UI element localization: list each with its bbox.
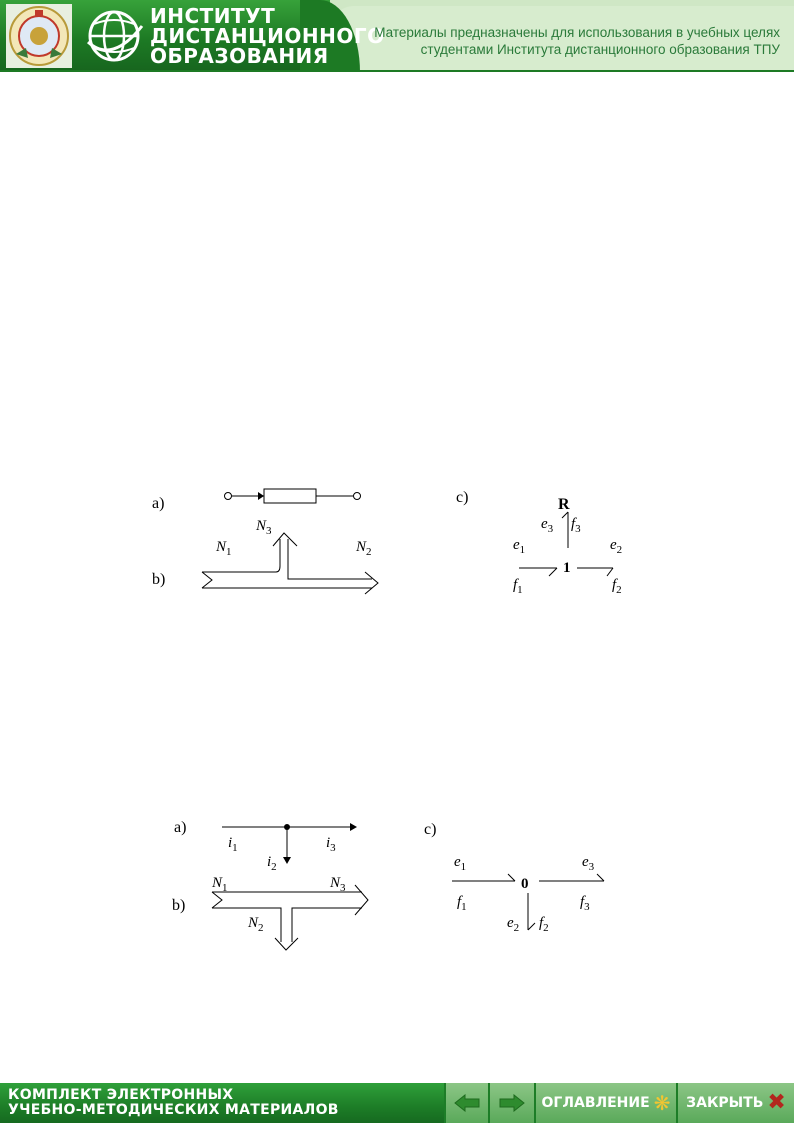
- figure2-e2-sub: 2: [513, 922, 520, 934]
- figure2-i2-sub: 2: [271, 861, 277, 873]
- svg-text:f2: [539, 915, 549, 934]
- figure2-junction-label: 0: [521, 876, 529, 892]
- figure1-e2-sub: 2: [616, 544, 623, 556]
- close-icon: ✖: [767, 1090, 786, 1115]
- figure1-n1: N: [216, 539, 227, 555]
- institute-title-line: ИНСТИТУТ: [150, 4, 276, 28]
- figure1-e3-sub: 3: [547, 523, 554, 535]
- figure1-n2: N: [356, 539, 367, 555]
- figure2-n2: N: [248, 915, 259, 931]
- figure2-f1: f: [457, 894, 462, 910]
- close-button[interactable]: [676, 1083, 794, 1123]
- forward-button[interactable]: [488, 1083, 534, 1123]
- figure2-n3: N: [330, 875, 341, 891]
- figure2-i1-sub: 1: [232, 842, 238, 854]
- figure2-f1-sub: 1: [461, 901, 467, 913]
- figure2-e1: e: [454, 854, 461, 870]
- figure2-i3: i: [326, 835, 331, 851]
- figure2-f2: f: [539, 915, 544, 931]
- current-node-diagram: [222, 823, 357, 864]
- svg-text:f3: [580, 894, 590, 913]
- figure2-label-c: c): [424, 821, 437, 838]
- figure2-n3-sub: 3: [340, 882, 346, 894]
- figure1-n2-sub: 2: [366, 546, 372, 558]
- footer-title-line: УЧЕБНО-МЕТОДИЧЕСКИХ МАТЕРИАЛОВ: [8, 1102, 339, 1118]
- arrow-right-icon: [499, 1094, 525, 1112]
- footer-title-line: КОМПЛЕКТ ЭЛЕКТРОННЫХ: [8, 1087, 234, 1103]
- svg-text:f1: [457, 894, 467, 913]
- flower-icon: ❋: [653, 1091, 671, 1115]
- energy-flow-diagram-2: [212, 885, 368, 950]
- figure1-junction-label: 1: [563, 560, 571, 576]
- figure1-n1-sub: 1: [226, 546, 232, 558]
- svg-text:i3: [326, 835, 336, 854]
- figure2-n1: N: [212, 875, 223, 891]
- institute-title-line: ОБРАЗОВАНИЯ: [150, 44, 329, 68]
- figure1-n3: N: [256, 518, 267, 534]
- svg-text:N3: [329, 875, 346, 894]
- figure2-e3: e: [582, 854, 589, 870]
- figure1-f2-sub: 2: [616, 584, 622, 596]
- figure2-e1-sub: 1: [460, 861, 467, 873]
- contents-button-label: ОГЛАВЛЕНИЕ: [541, 1095, 650, 1111]
- figure1-n3-sub: 3: [266, 525, 272, 537]
- usage-notice-line: студентами Института дистанционного образования ТПУ: [420, 42, 780, 57]
- figure2-f2-sub: 2: [543, 922, 549, 934]
- figure2-label-b: b): [172, 897, 186, 914]
- figure1-e2: e: [610, 537, 617, 553]
- figure2-n1-sub: 1: [222, 882, 228, 894]
- usage-notice-line: Материалы предназначены для использования в учебных целях: [374, 25, 780, 40]
- figure1-f1: f: [513, 577, 518, 593]
- figure1-label-c: c): [456, 489, 469, 506]
- figure1-f3: f: [571, 516, 576, 532]
- figure1-r-label: R: [558, 496, 570, 513]
- figure1-label-b: b): [152, 571, 166, 588]
- svg-text:e2: [507, 915, 519, 934]
- figure2-n2-sub: 2: [258, 922, 264, 934]
- figure2-i1: i: [228, 835, 233, 851]
- figure2-f3-sub: 3: [584, 901, 590, 913]
- figure1-label-a: a): [152, 495, 165, 512]
- close-button-label: ЗАКРЫТЬ: [686, 1095, 764, 1111]
- figure1-f2: f: [612, 577, 617, 593]
- figure1-e1-sub: 1: [519, 544, 526, 556]
- figure2-f3: f: [580, 894, 585, 910]
- footer-title: [8, 1088, 339, 1118]
- figure2-i3-sub: 3: [330, 842, 336, 854]
- figure2-label-a: a): [174, 819, 187, 836]
- figure2-i2: i: [267, 854, 272, 870]
- svg-text:N2: [247, 915, 264, 934]
- back-button[interactable]: [444, 1083, 488, 1123]
- svg-text:i1: [228, 835, 238, 854]
- arrow-left-icon: [454, 1094, 480, 1112]
- svg-text:e1: [454, 854, 466, 873]
- figure1-f3-sub: 3: [575, 523, 581, 535]
- figure1-e1: e: [513, 537, 520, 553]
- contents-button[interactable]: [534, 1083, 676, 1123]
- figure2-e3-sub: 3: [588, 861, 595, 873]
- figure2-e2: e: [507, 915, 514, 931]
- institute-title-line: ДИСТАНЦИОННОГО: [150, 24, 385, 48]
- svg-text:e3: [582, 854, 595, 873]
- svg-text:N1: [211, 875, 228, 894]
- svg-text:i2: [267, 854, 277, 873]
- figure1-f1-sub: 1: [517, 584, 523, 596]
- figure1-e3: e: [541, 516, 548, 532]
